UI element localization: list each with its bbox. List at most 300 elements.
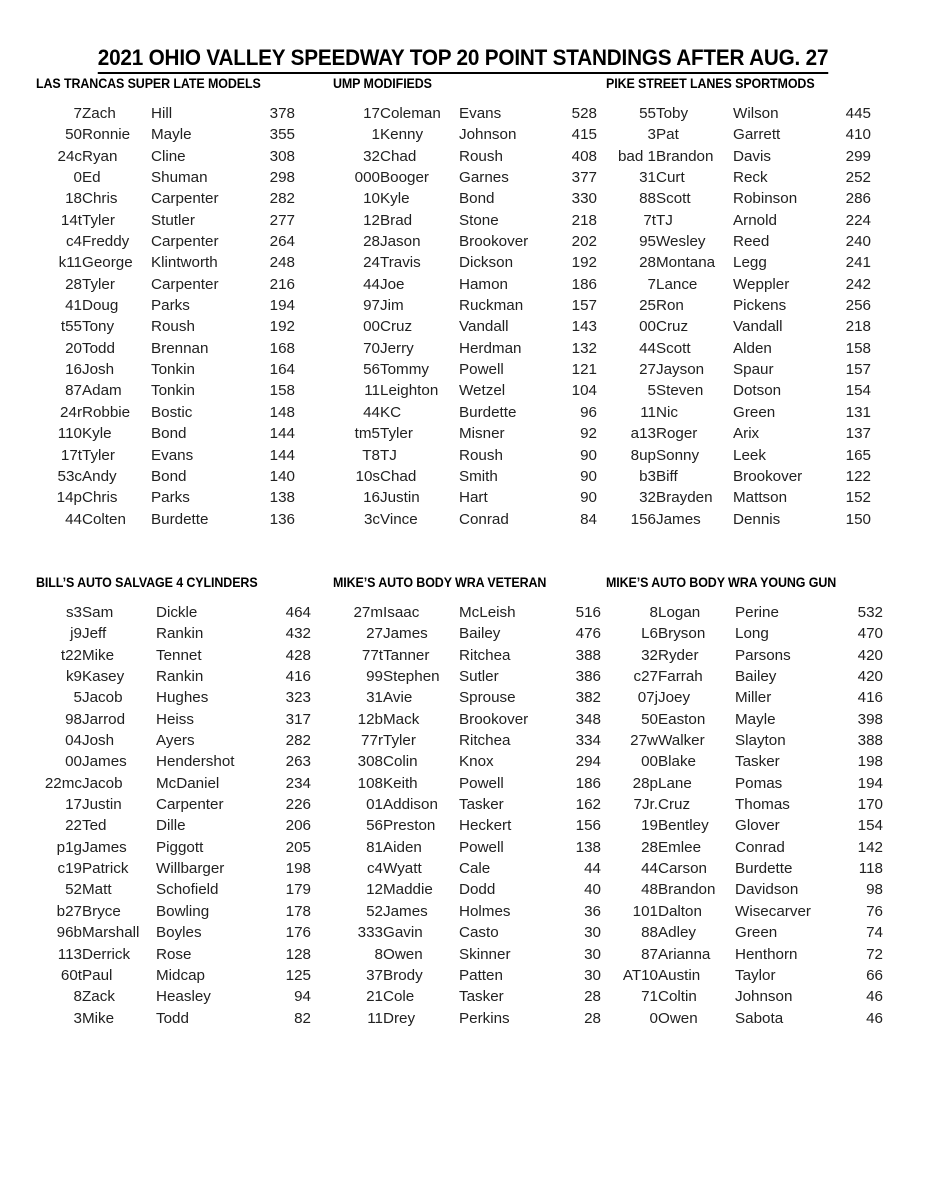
cell-last: Sabota [735,1009,784,1027]
cell-first: Brayden [656,489,713,507]
cell-first: Keith [383,774,418,792]
table-row [19,295,295,316]
table-row [19,210,295,231]
cell-points: 157 [845,361,871,379]
cell-first: Jayson [656,361,705,379]
cell-car: 101 [632,902,658,920]
cell-first: Drey [383,1009,416,1027]
cell-first: Cruz [656,318,689,336]
cell-last: Pomas [735,774,783,792]
cell-car: 8up [630,446,656,464]
cell-last: Long [735,625,769,643]
cell-last: Dodd [459,881,496,899]
cell-first: Maddie [383,881,433,899]
cell-last: Reck [733,169,768,187]
cell-last: Bostic [151,403,193,421]
cell-first: Austin [658,966,701,984]
cell-first: Mike [82,646,115,664]
table-row [590,815,883,836]
cell-points: 136 [269,510,295,528]
cell-car: 71 [641,988,658,1006]
table-row [19,794,311,815]
cell-first: Matt [82,881,112,899]
table-row [590,167,871,188]
cell-car: 00 [363,318,380,336]
cell-first: Owen [383,945,423,963]
cell-car: 7Jr. [633,796,658,814]
cell-car: 10 [363,190,380,208]
cell-last: Midcap [156,966,205,984]
cell-points: 317 [285,710,311,728]
standings-table [19,103,295,530]
cell-last: Mattson [733,489,788,507]
cell-points: 382 [575,689,601,707]
cell-points: 90 [580,446,597,464]
cell-points: 125 [285,966,311,984]
cell-points: 131 [845,403,871,421]
cell-points: 104 [571,382,597,400]
cell-points: 205 [285,838,311,856]
table-row [317,167,597,188]
cell-points: 416 [857,689,883,707]
table-row [590,944,883,965]
cell-car: 17t [60,446,82,464]
cell-first: Brandon [656,147,714,165]
cell-last: Tonkin [151,382,195,400]
cell-first: Jason [380,233,421,251]
table-row [19,103,295,124]
cell-car: 98 [65,710,82,728]
cell-points: 294 [575,753,601,771]
division-block-mikes-auto-body-wra-young-gun [590,575,883,1029]
cell-last: Sutler [459,668,499,686]
cell-points: 330 [571,190,597,208]
table-row [590,901,883,922]
cell-first: Travis [380,254,421,272]
cell-points: 377 [571,169,597,187]
cell-points: 282 [285,732,311,750]
table-row [19,623,311,644]
cell-last: Wetzel [459,382,506,400]
cell-car: 0 [649,1009,658,1027]
cell-car: 27 [639,361,656,379]
cell-car: 95 [639,233,656,251]
cell-car: 28 [641,838,658,856]
cell-car: 00 [641,753,658,771]
cell-car: 87 [641,945,658,963]
cell-last: Pickens [733,297,787,315]
cell-car: 308 [357,753,383,771]
table-row [19,645,311,666]
cell-car: 16 [363,489,380,507]
cell-last: Davis [733,147,771,165]
cell-car: 21 [366,988,383,1006]
cell-car: 20 [65,339,82,357]
cell-last: Powell [459,774,504,792]
cell-points: 158 [845,339,871,357]
cell-last: McLeish [459,604,516,621]
cell-first: Logan [658,604,701,621]
table-row [317,103,597,124]
cell-car: 32 [641,646,658,664]
cell-last: Bond [151,467,187,485]
cell-car: c27 [633,668,658,686]
table-row [19,466,295,487]
standings-table [590,602,883,1029]
cell-points: 170 [857,796,883,814]
cell-points: 98 [866,881,883,899]
cell-car: t55 [60,318,82,336]
cell-car: k9 [65,668,82,686]
cell-first: Tyler [383,732,416,750]
table-row [19,423,295,444]
cell-points: 144 [269,446,295,464]
cell-first: TJ [380,446,397,464]
cell-points: 242 [845,275,871,293]
cell-car: 8 [374,945,383,963]
cell-car: 60t [60,966,82,984]
table-row [590,773,883,794]
cell-car: s3 [65,604,82,621]
cell-points: 355 [269,126,295,144]
cell-car: b27 [56,902,82,920]
table-row [317,466,597,487]
cell-last: Ruckman [459,297,524,315]
cell-car: 48 [641,881,658,899]
cell-points: 198 [857,753,883,771]
cell-last: Brookover [459,710,529,728]
cell-last: Stutler [151,211,195,229]
cell-first: Roger [656,425,698,443]
cell-last: Herdman [459,339,522,357]
division-title: UMP MODIFIEDS [333,76,432,91]
cell-points: 82 [294,1009,311,1027]
table-row [19,274,295,295]
cell-first: KC [380,403,402,421]
cell-last: Rankin [156,625,204,643]
cell-car: 44 [363,275,380,293]
cell-points: 224 [845,211,871,229]
table-row [317,231,597,252]
cell-last: Robinson [733,190,798,208]
cell-last: Willbarger [156,860,225,878]
table-row [317,730,601,751]
cell-first: Aiden [383,838,422,856]
cell-points: 218 [571,211,597,229]
cell-points: 157 [571,297,597,315]
table-row [19,709,311,730]
cell-points: 241 [845,254,871,272]
cell-last: Perine [735,604,779,621]
cell-first: Jeff [82,625,107,643]
table-row [590,879,883,900]
table-row [19,380,295,401]
cell-last: Knox [459,753,494,771]
cell-points: 128 [285,945,311,963]
table-row [590,295,871,316]
cell-car: 77t [361,646,383,664]
cell-last: Powell [459,838,504,856]
cell-car: tm5 [354,425,380,443]
cell-first: Mike [82,1009,115,1027]
cell-last: Johnson [459,126,517,144]
cell-last: Dickson [459,254,514,272]
cell-points: 308 [269,147,295,165]
cell-last: Mayle [151,126,192,144]
cell-last: Vandall [733,318,783,336]
cell-last: Miller [735,689,772,707]
cell-last: Garrett [733,126,781,144]
cell-points: 420 [857,646,883,664]
cell-last: Misner [459,425,505,443]
table-row [317,359,597,380]
cell-first: Carson [658,860,707,878]
cell-car: 00 [639,318,656,336]
cell-last: Hill [151,105,173,122]
cell-car: 1 [371,126,380,144]
cell-points: 528 [571,105,597,122]
cell-car: 01 [366,796,383,814]
cell-last: Dennis [733,510,781,528]
table-row [317,402,597,423]
cell-car: 32 [639,489,656,507]
standings-table [317,602,601,1029]
cell-last: Alden [733,339,772,357]
cell-first: Tyler [82,275,115,293]
cell-first: Curt [656,169,685,187]
cell-points: 256 [845,297,871,315]
cell-last: Carpenter [151,190,219,208]
cell-car: 44 [363,403,380,421]
cell-car: 12 [366,881,383,899]
table-row [590,423,871,444]
cell-points: 415 [571,126,597,144]
cell-last: Roush [459,446,503,464]
cell-first: Tommy [380,361,429,379]
cell-last: Vandall [459,318,509,336]
cell-points: 137 [845,425,871,443]
cell-last: Skinner [459,945,511,963]
table-row [590,338,871,359]
table-row [317,687,601,708]
cell-last: Conrad [459,510,509,528]
table-row [19,815,311,836]
table-row [19,167,295,188]
cell-car: 10s [355,467,380,485]
cell-points: 150 [845,510,871,528]
cell-last: Heasley [156,988,211,1006]
cell-points: 248 [269,254,295,272]
cell-last: Evans [459,105,502,122]
table-row [590,602,883,623]
cell-first: Tyler [82,211,115,229]
cell-car: c4 [366,860,383,878]
cell-car: 7 [647,275,656,293]
division-block-ump-modifieds [317,76,597,530]
division-title: MIKE’S AUTO BODY WRA VETERAN [333,575,547,590]
table-row [317,338,597,359]
table-row [317,815,601,836]
cell-first: Freddy [82,233,130,251]
table-row [19,751,311,772]
cell-last: Parks [151,489,190,507]
cell-last: Garnes [459,169,509,187]
cell-first: Justin [380,489,420,507]
cell-first: Andy [82,467,117,485]
cell-car: 3 [647,126,656,144]
division-block-bills-auto-salvage-4-cylinders [19,575,311,1029]
cell-car: 7t [643,211,656,229]
cell-points: 121 [571,361,597,379]
table-row [317,944,601,965]
table-row [317,773,601,794]
cell-points: 218 [845,318,871,336]
cell-points: 30 [584,966,601,984]
table-row [317,124,597,145]
table-row [19,359,295,380]
cell-points: 30 [584,945,601,963]
cell-last: Bond [459,190,495,208]
cell-first: Isaac [383,604,420,621]
cell-last: Tonkin [151,361,195,379]
cell-first: Zach [82,105,116,122]
cell-first: Gavin [383,924,423,942]
cell-first: Cruz [380,318,413,336]
cell-car: 37 [366,966,383,984]
cell-points: 154 [857,817,883,835]
cell-first: James [656,510,701,528]
cell-last: Hamon [459,275,508,293]
cell-last: Parks [151,297,190,315]
table-row [19,965,311,986]
cell-car: 97 [363,297,380,315]
table-row [590,965,883,986]
table-row [590,730,883,751]
cell-first: Bentley [658,817,709,835]
cell-first: Kyle [380,190,410,208]
cell-points: 132 [571,339,597,357]
cell-last: Spaur [733,361,774,379]
cell-last: Hughes [156,689,209,707]
cell-car: a13 [630,425,656,443]
cell-points: 388 [857,732,883,750]
cell-first: Owen [658,1009,698,1027]
cell-first: Dalton [658,902,702,920]
table-row [590,402,871,423]
cell-points: 386 [575,668,601,686]
cell-car: 77r [361,732,383,750]
cell-last: Rankin [156,668,204,686]
cell-first: Lane [658,774,692,792]
cell-last: Dickle [156,604,198,621]
cell-points: 234 [285,774,311,792]
cell-first: Vince [380,510,418,528]
cell-points: 286 [845,190,871,208]
cell-first: Tyler [82,446,115,464]
cell-last: Holmes [459,902,511,920]
cell-points: 206 [285,817,311,835]
division-block-mikes-auto-body-wra-veteran [317,575,601,1029]
cell-first: Adley [658,924,696,942]
table-row [317,1008,601,1029]
table-row [317,210,597,231]
cell-points: 72 [866,945,883,963]
cell-last: Glover [735,817,780,835]
cell-last: Bowling [156,902,210,920]
standings-table [590,103,871,530]
cell-last: Hendershot [156,753,235,771]
cell-car: 11 [640,403,656,421]
table-row [19,858,311,879]
table-row [590,487,871,508]
table-row [317,380,597,401]
cell-last: Todd [156,1009,189,1027]
cell-points: 416 [285,668,311,686]
cell-points: 36 [584,902,601,920]
cell-last: Stone [459,211,499,229]
cell-first: Josh [82,361,115,379]
cell-last: Burdette [151,510,209,528]
cell-points: 298 [269,169,295,187]
table-row [317,423,597,444]
cell-points: 334 [575,732,601,750]
cell-points: 198 [285,860,311,878]
cell-first: Robbie [82,403,131,421]
page-title-text: 2021 OHIO VALLEY SPEEDWAY TOP 20 POINT STANDINGS AFTER AUG. 27 [98,45,829,74]
cell-points: 96 [580,403,597,421]
cell-points: 44 [584,860,601,878]
cell-first: Coltin [658,988,697,1006]
cell-car: 5 [73,689,82,707]
table-row [590,252,871,273]
cell-car: 56 [363,361,380,379]
cell-points: 348 [575,710,601,728]
table-row [590,210,871,231]
cell-last: Klintworth [151,254,218,272]
cell-points: 28 [584,988,601,1006]
cell-last: Heckert [459,817,512,835]
cell-last: Dotson [733,382,782,400]
cell-last: Weppler [733,275,790,293]
cell-last: Burdette [459,403,517,421]
cell-points: 143 [571,318,597,336]
cell-points: 420 [857,668,883,686]
cell-car: 8 [73,988,82,1006]
table-row [19,666,311,687]
table-row [590,837,883,858]
cell-points: 226 [285,796,311,814]
cell-last: Schofield [156,881,219,899]
table-row [19,316,295,337]
table-row [590,188,871,209]
cell-car: 27 [366,625,383,643]
cell-car: c19 [57,860,82,878]
cell-last: Burdette [735,860,793,878]
cell-points: 398 [857,710,883,728]
cell-car: L6 [641,625,658,643]
cell-car: 17 [65,796,82,814]
cell-first: Scott [656,339,691,357]
table-row [19,773,311,794]
cell-first: Chris [82,489,118,507]
table-row [590,380,871,401]
table-row [317,509,597,530]
cell-last: Taylor [735,966,776,984]
cell-car: 70 [363,339,380,357]
table-row [590,794,883,815]
cell-points: 186 [571,275,597,293]
cell-last: Reed [733,233,770,251]
